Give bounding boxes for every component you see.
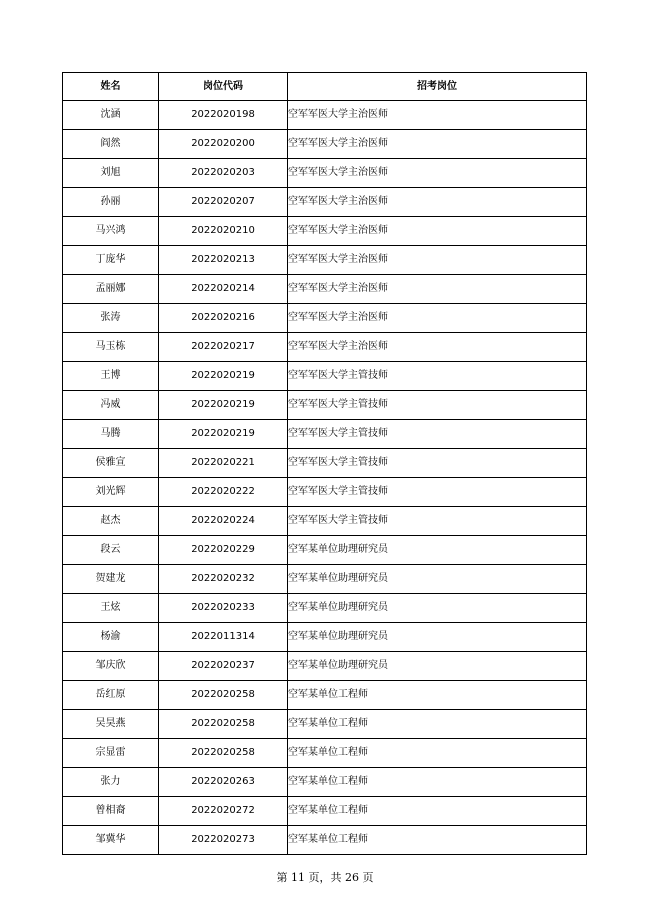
cell-name: 马腾 (63, 420, 159, 449)
cell-exam-post: 空军某单位助理研究员 (288, 565, 587, 594)
roster-sheet (62, 72, 586, 855)
table-row (63, 623, 587, 652)
cell-name: 吴昊燕 (63, 710, 159, 739)
table-header-row (63, 73, 587, 101)
cell-name: 孟丽娜 (63, 275, 159, 304)
cell-name: 孙丽 (63, 188, 159, 217)
cell-name: 张力 (63, 768, 159, 797)
table-row (63, 652, 587, 681)
table-row (63, 391, 587, 420)
cell-position-code: 2022020273 (159, 826, 288, 855)
table-row (63, 275, 587, 304)
cell-name: 王博 (63, 362, 159, 391)
table-row (63, 304, 587, 333)
header-name: 姓名 (63, 73, 159, 101)
cell-position-code: 2022020219 (159, 362, 288, 391)
cell-exam-post: 空军军医大学主治医师 (288, 101, 587, 130)
cell-name: 曾相裔 (63, 797, 159, 826)
header-exam-post: 招考岗位 (288, 73, 587, 101)
cell-position-code: 2022020200 (159, 130, 288, 159)
cell-exam-post: 空军某单位工程师 (288, 797, 587, 826)
cell-position-code: 2022020258 (159, 681, 288, 710)
cell-position-code: 2022020213 (159, 246, 288, 275)
cell-position-code: 2022020263 (159, 768, 288, 797)
cell-position-code: 2022020233 (159, 594, 288, 623)
cell-exam-post: 空军军医大学主管技师 (288, 362, 587, 391)
cell-exam-post: 空军某单位助理研究员 (288, 536, 587, 565)
cell-exam-post: 空军某单位工程师 (288, 681, 587, 710)
cell-name: 沈涵 (63, 101, 159, 130)
table-row (63, 159, 587, 188)
table-row (63, 826, 587, 855)
table-row (63, 710, 587, 739)
table-row (63, 420, 587, 449)
table-row (63, 797, 587, 826)
cell-position-code: 2022020258 (159, 710, 288, 739)
cell-position-code: 2022020198 (159, 101, 288, 130)
cell-name: 马兴鸿 (63, 217, 159, 246)
header-position-code: 岗位代码 (159, 73, 288, 101)
table-row (63, 449, 587, 478)
cell-position-code: 2022020224 (159, 507, 288, 536)
table-row (63, 507, 587, 536)
cell-exam-post: 空军某单位助理研究员 (288, 623, 587, 652)
cell-exam-post: 空军军医大学主治医师 (288, 130, 587, 159)
cell-name: 张涛 (63, 304, 159, 333)
cell-position-code: 2022020214 (159, 275, 288, 304)
cell-exam-post: 空军军医大学主治医师 (288, 275, 587, 304)
cell-name: 王炫 (63, 594, 159, 623)
page-number: 第 11 页，共 26 页 (276, 871, 374, 884)
table-row (63, 536, 587, 565)
cell-name: 杨渝 (63, 623, 159, 652)
cell-name: 宗显雷 (63, 739, 159, 768)
cell-position-code: 2022020217 (159, 333, 288, 362)
cell-name: 马玉栋 (63, 333, 159, 362)
cell-exam-post: 空军某单位助理研究员 (288, 594, 587, 623)
cell-name: 冯威 (63, 391, 159, 420)
cell-name: 段云 (63, 536, 159, 565)
cell-position-code: 2022020219 (159, 420, 288, 449)
cell-exam-post: 空军某单位工程师 (288, 826, 587, 855)
cell-position-code: 2022020203 (159, 159, 288, 188)
cell-name: 刘光辉 (63, 478, 159, 507)
cell-position-code: 2022020237 (159, 652, 288, 681)
cell-name: 邹冀华 (63, 826, 159, 855)
table-row (63, 681, 587, 710)
cell-exam-post: 空军军医大学主治医师 (288, 246, 587, 275)
cell-position-code: 2022020258 (159, 739, 288, 768)
cell-position-code: 2022020229 (159, 536, 288, 565)
table-row (63, 217, 587, 246)
cell-position-code: 2022020222 (159, 478, 288, 507)
cell-position-code: 2022020232 (159, 565, 288, 594)
cell-name: 贺建龙 (63, 565, 159, 594)
cell-exam-post: 空军军医大学主治医师 (288, 304, 587, 333)
table-row (63, 565, 587, 594)
cell-exam-post: 空军某单位工程师 (288, 768, 587, 797)
cell-exam-post: 空军某单位工程师 (288, 710, 587, 739)
cell-position-code: 2022020210 (159, 217, 288, 246)
cell-exam-post: 空军军医大学主管技师 (288, 507, 587, 536)
cell-exam-post: 空军军医大学主治医师 (288, 333, 587, 362)
cell-position-code: 2022020216 (159, 304, 288, 333)
table-row (63, 739, 587, 768)
cell-exam-post: 空军军医大学主治医师 (288, 188, 587, 217)
cell-name: 岳红原 (63, 681, 159, 710)
cell-name: 丁庞华 (63, 246, 159, 275)
cell-exam-post: 空军军医大学主管技师 (288, 420, 587, 449)
table-row (63, 333, 587, 362)
cell-position-code: 2022011314 (159, 623, 288, 652)
cell-name: 邹庆欣 (63, 652, 159, 681)
table-row (63, 188, 587, 217)
cell-exam-post: 空军军医大学主治医师 (288, 159, 587, 188)
table-row (63, 478, 587, 507)
cell-position-code: 2022020221 (159, 449, 288, 478)
table-row (63, 101, 587, 130)
table-body (63, 101, 587, 855)
cell-exam-post: 空军军医大学主治医师 (288, 217, 587, 246)
cell-exam-post: 空军军医大学主管技师 (288, 478, 587, 507)
cell-exam-post: 空军某单位助理研究员 (288, 652, 587, 681)
cell-exam-post: 空军军医大学主管技师 (288, 449, 587, 478)
cell-position-code: 2022020219 (159, 391, 288, 420)
cell-name: 刘旭 (63, 159, 159, 188)
cell-exam-post: 空军军医大学主管技师 (288, 391, 587, 420)
table-row (63, 768, 587, 797)
cell-name: 阎然 (63, 130, 159, 159)
table-row (63, 594, 587, 623)
cell-name: 赵杰 (63, 507, 159, 536)
cell-position-code: 2022020272 (159, 797, 288, 826)
cell-exam-post: 空军某单位工程师 (288, 739, 587, 768)
cell-name: 侯雅宣 (63, 449, 159, 478)
table-row (63, 246, 587, 275)
roster-table (62, 72, 587, 855)
table-row (63, 362, 587, 391)
table-row (63, 130, 587, 159)
cell-position-code: 2022020207 (159, 188, 288, 217)
